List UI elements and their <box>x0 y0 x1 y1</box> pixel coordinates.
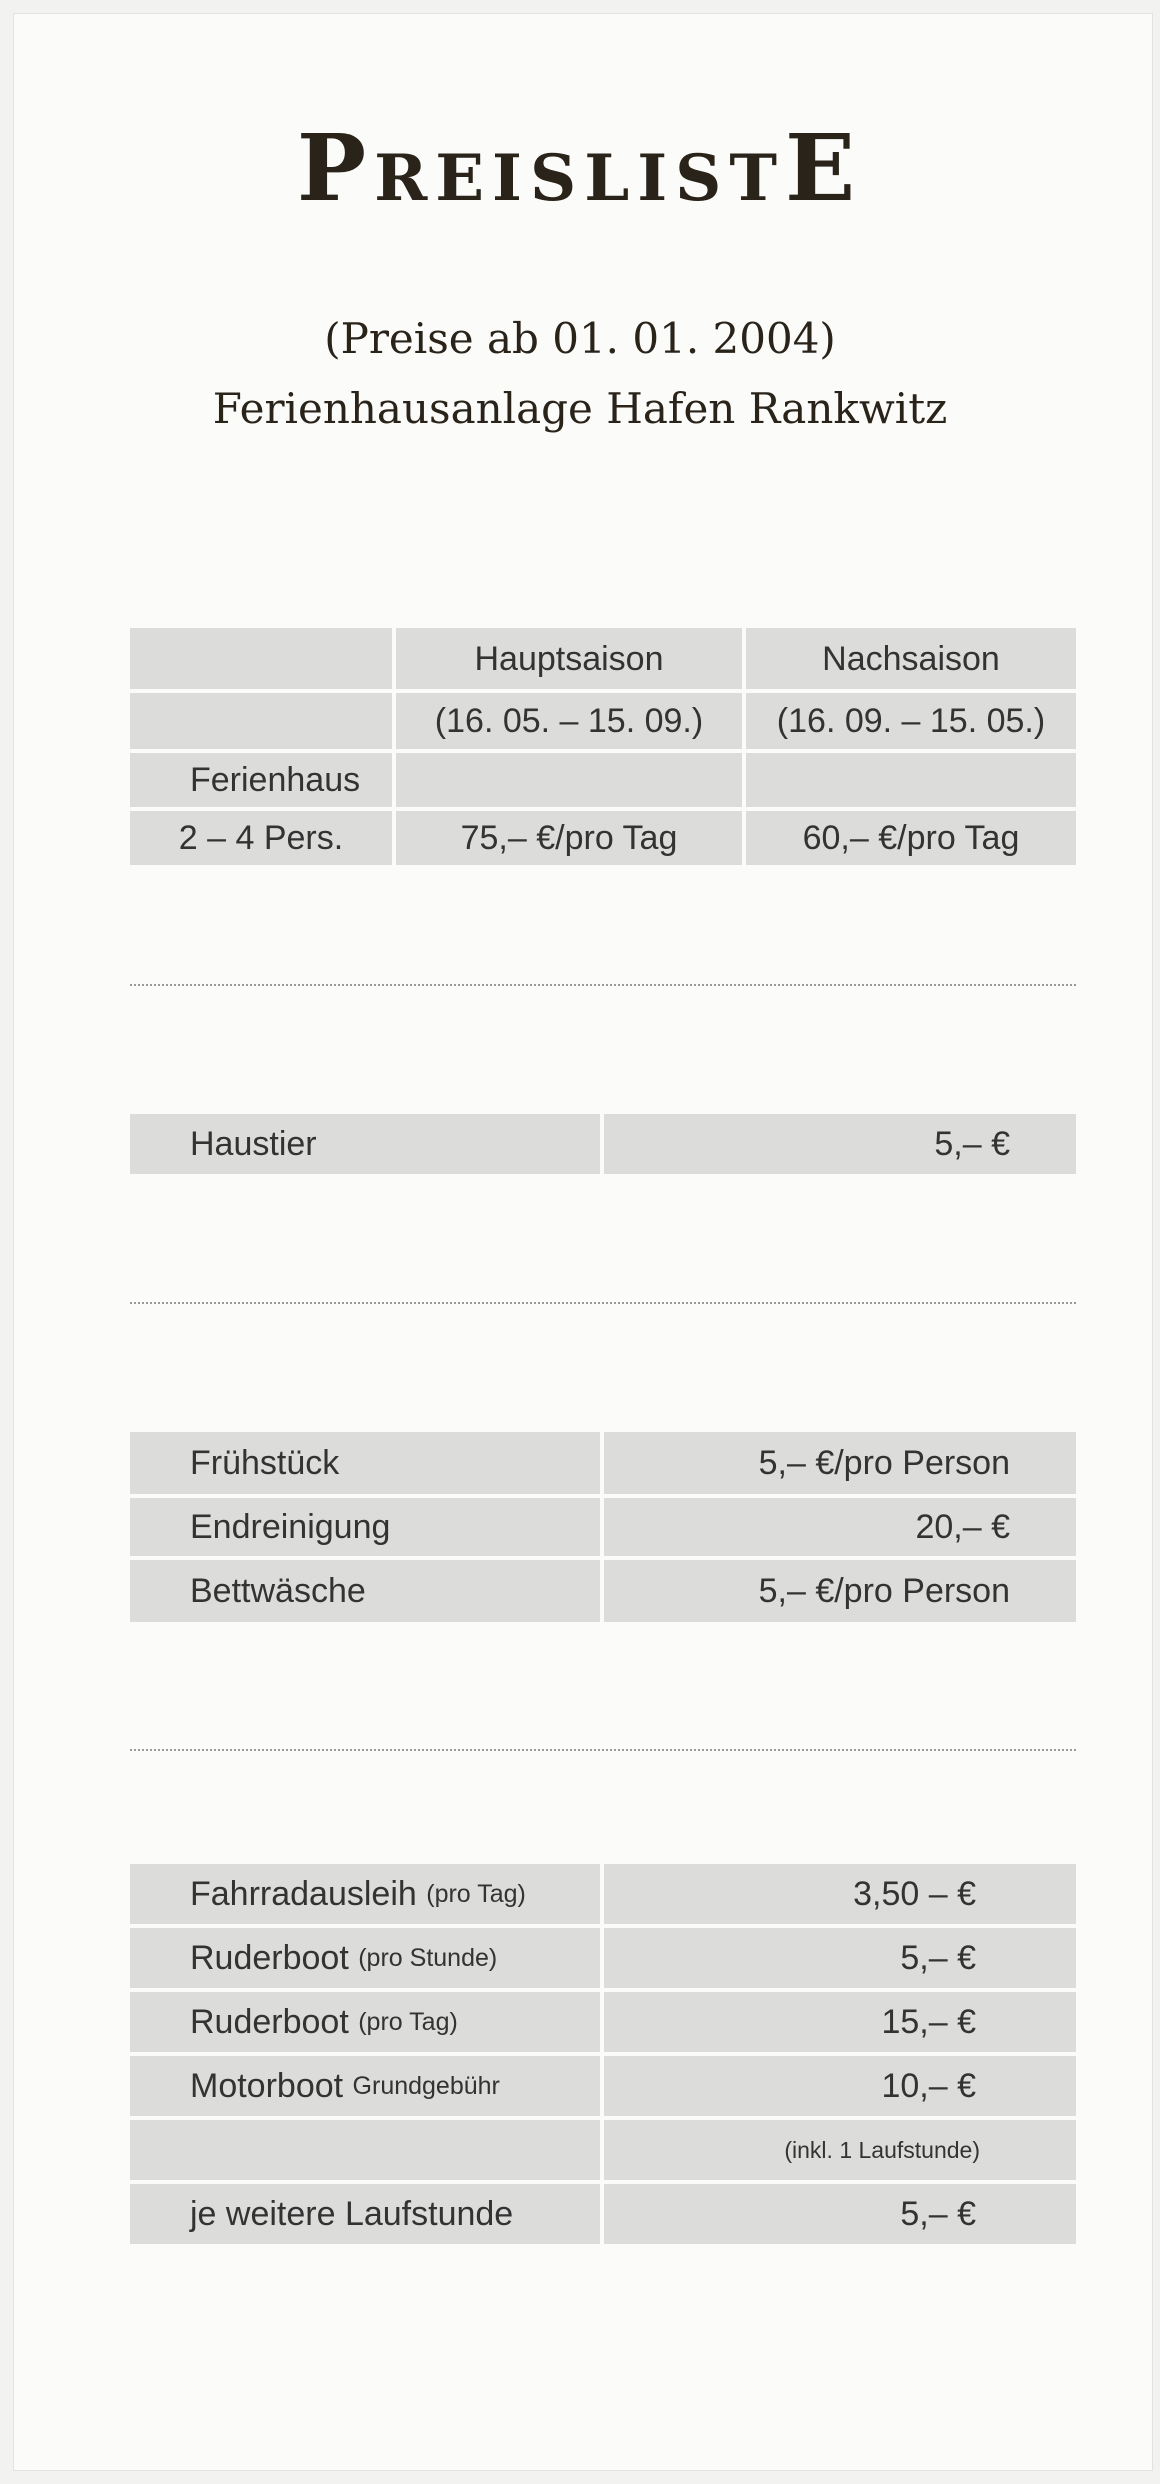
dotted-divider <box>130 1302 1076 1304</box>
rental-label <box>130 2056 600 2116</box>
period-hauptsaison: (16. 05. – 15. 09.) <box>396 693 742 749</box>
rental-label <box>130 1864 600 1924</box>
location-name: Ferienhausanlage Hafen Rankwitz <box>212 384 948 433</box>
rental-label <box>130 2184 600 2244</box>
validity-date: (Preise ab 01. 01. 2004) <box>324 314 836 363</box>
rental-unit: (pro Tag) <box>358 2007 458 2036</box>
rental-unit: Grundgebühr <box>352 2071 500 2100</box>
empty-cell <box>746 753 1076 807</box>
rental-price-note: (inkl. 1 Laufstunde) <box>604 2120 1076 2180</box>
service-price: 20,– € <box>604 1498 1076 1556</box>
rental-price: 5,– € <box>604 1928 1076 1988</box>
rental-name: Fahrradausleih <box>190 1875 417 1913</box>
service-label: Endreinigung <box>130 1498 600 1556</box>
row-label-ferienhaus: Ferienhaus <box>130 753 392 807</box>
rental-unit: (pro Tag) <box>426 1879 526 1908</box>
rental-name: Ruderboot <box>190 2003 349 2041</box>
rental-price: 5,– € <box>604 2184 1076 2244</box>
dotted-divider <box>130 984 1076 986</box>
table-corner-cell <box>130 628 392 689</box>
header-hauptsaison: Hauptsaison <box>396 628 742 689</box>
service-price: 5,– €/pro Person <box>604 1432 1076 1494</box>
rental-label <box>130 1992 600 2052</box>
table-corner-cell <box>130 693 392 749</box>
rental-name: je weitere Laufstunde <box>190 2195 514 2233</box>
rental-label <box>130 1928 600 1988</box>
service-price: 5,– €/pro Person <box>604 1560 1076 1622</box>
rental-price: 3,50 – € <box>604 1864 1076 1924</box>
service-label: Bettwäsche <box>130 1560 600 1622</box>
rental-name: Ruderboot <box>190 1939 349 1977</box>
dotted-divider <box>130 1749 1076 1751</box>
header-nachsaison: Nachsaison <box>746 628 1076 689</box>
rental-label <box>130 2120 600 2180</box>
pet-price: 5,– € <box>604 1114 1076 1174</box>
row-sublabel-persons: 2 – 4 Pers. <box>130 811 392 865</box>
price-nachsaison: 60,– €/pro Tag <box>746 811 1076 865</box>
rental-name: Motorboot <box>190 2067 344 2105</box>
price-hauptsaison: 75,– €/pro Tag <box>396 811 742 865</box>
rental-price: 15,– € <box>604 1992 1076 2052</box>
pet-label: Haustier <box>130 1114 600 1174</box>
period-nachsaison: (16. 09. – 15. 05.) <box>746 693 1076 749</box>
page-title: PREISLISTE <box>296 114 864 222</box>
rental-unit: (pro Stunde) <box>358 1943 498 1972</box>
empty-cell <box>396 753 742 807</box>
service-label: Frühstück <box>130 1432 600 1494</box>
rental-price: 10,– € <box>604 2056 1076 2116</box>
